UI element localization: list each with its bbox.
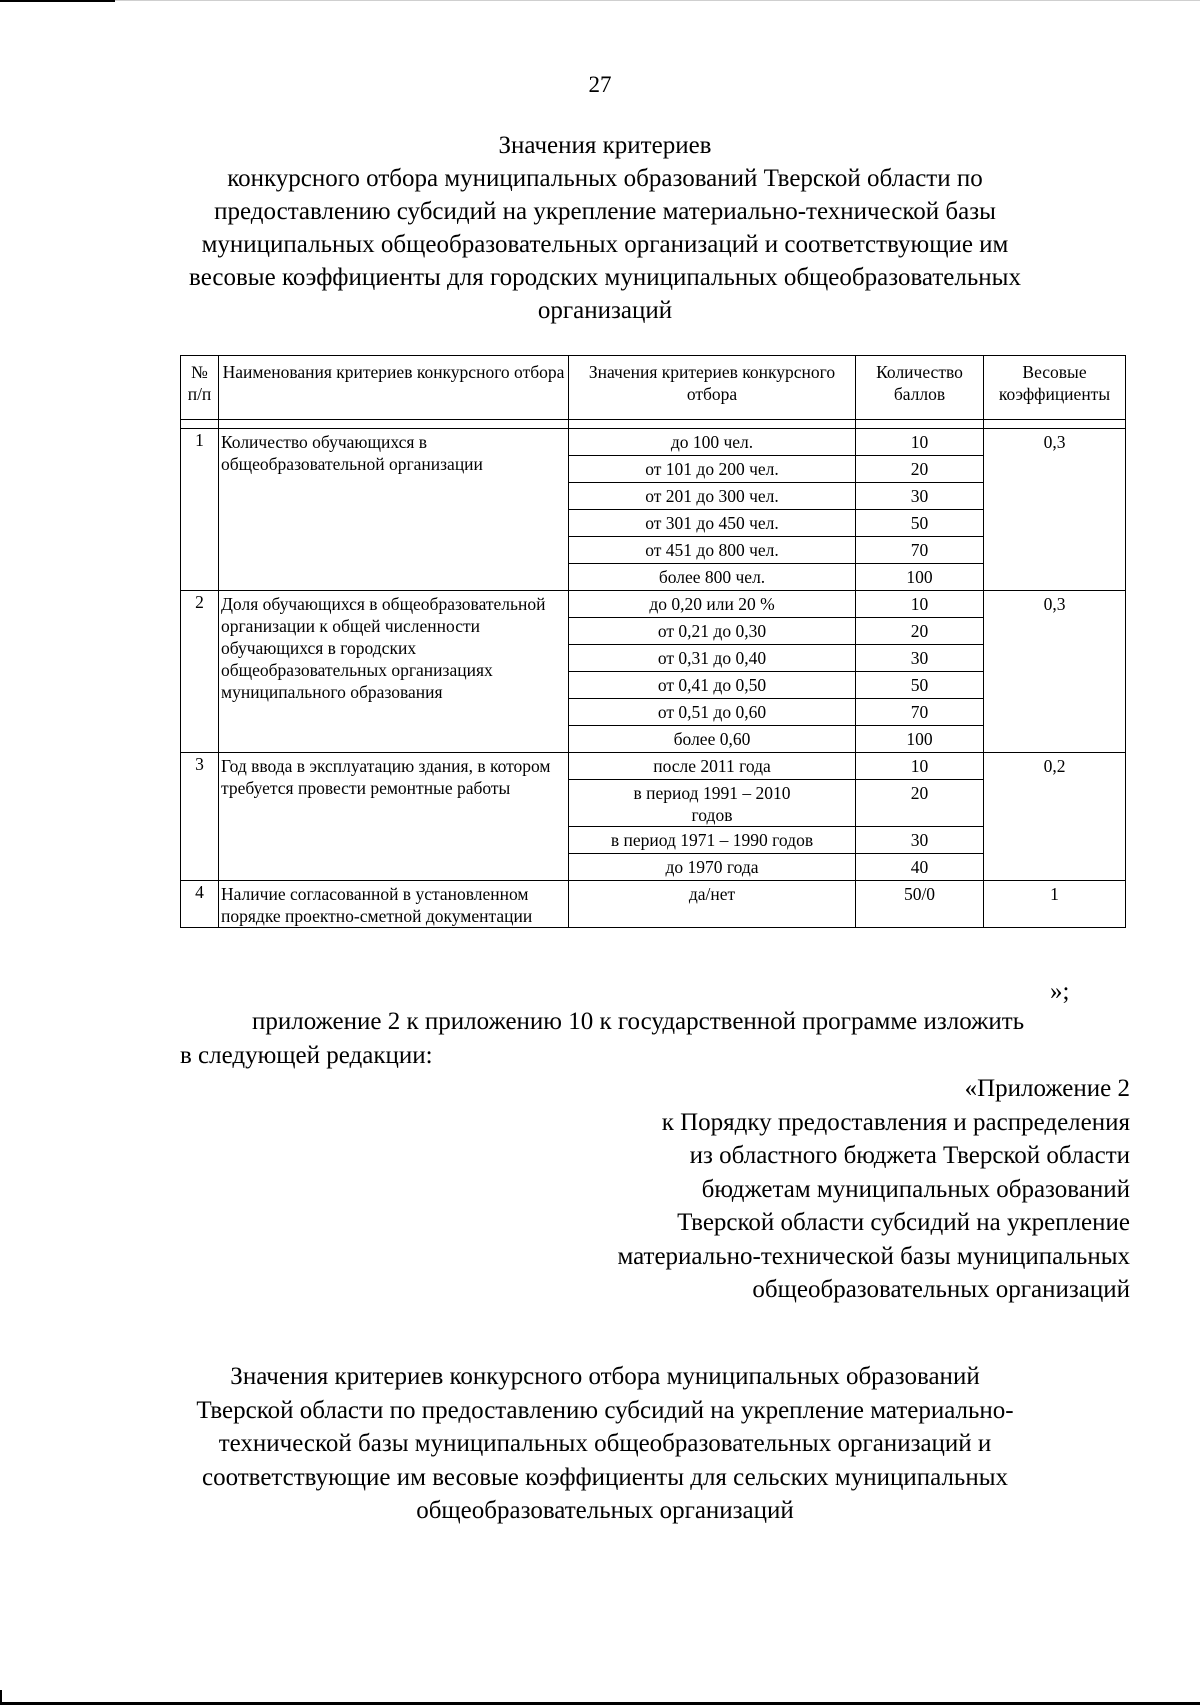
criterion-num: 3 bbox=[181, 753, 219, 881]
criterion-value: после 2011 года bbox=[569, 753, 856, 780]
annex-header bbox=[500, 1072, 1130, 1307]
criterion-points: 50 bbox=[856, 510, 984, 537]
criterion-num: 2 bbox=[181, 591, 219, 753]
table-row bbox=[181, 429, 1126, 456]
page-number: 27 bbox=[588, 72, 612, 97]
header-points: Количество баллов bbox=[856, 356, 984, 420]
table-row bbox=[181, 753, 1126, 780]
second-table-title bbox=[150, 1360, 1060, 1528]
criterion-name: Наличие согласованной в установленном порядке проектно-сметной документации bbox=[219, 881, 569, 928]
closing-quote: »; bbox=[1050, 978, 1070, 1005]
annex-line: к Порядку предоставления и распределения bbox=[661, 1108, 1130, 1136]
header-values: Значения критериев конкурсного отбора bbox=[569, 356, 856, 420]
annex-line: общеобразовательных организаций bbox=[752, 1276, 1130, 1303]
criterion-value: да/нет bbox=[569, 881, 856, 928]
criterion-points: 30 bbox=[856, 827, 984, 854]
table-row bbox=[181, 881, 1126, 928]
criterion-value: от 0,51 до 0,60 bbox=[569, 699, 856, 726]
title-line: предоставлению субсидий на укрепление материально-технической базы bbox=[214, 198, 996, 225]
criterion-value: от 101 до 200 чел. bbox=[569, 456, 856, 483]
title-line: муниципальных общеобразовательных организаций и соответствующие им bbox=[201, 231, 1009, 258]
criterion-value: от 201 до 300 чел. bbox=[569, 483, 856, 510]
criterion-value: от 451 до 800 чел. bbox=[569, 537, 856, 564]
amendment-paragraph bbox=[180, 1005, 1130, 1073]
table-gap-row bbox=[181, 420, 1126, 429]
header-num: № п/п bbox=[181, 356, 219, 420]
paragraph-line: приложение 2 к приложению 10 к государственной программе изложить bbox=[252, 1008, 1025, 1035]
criterion-points: 50 bbox=[856, 672, 984, 699]
title-line: технической базы муниципальных общеобразовательных организаций и bbox=[218, 1430, 992, 1457]
criterion-points: 10 bbox=[856, 591, 984, 618]
title-line: соответствующие им весовые коэффициенты для сельских муниципальных bbox=[201, 1463, 1009, 1491]
annex-line: из областного бюджета Тверской области bbox=[689, 1142, 1130, 1169]
criterion-points: 100 bbox=[856, 726, 984, 753]
header-name: Наименования критериев конкурсного отбора bbox=[219, 356, 569, 420]
criterion-value: до 0,20 или 20 % bbox=[569, 591, 856, 618]
criterion-name: Доля обучающихся в общеобразовательной организации к общей численности обучающихся в городских общеобразовательных организациях муниципального образования bbox=[219, 591, 569, 753]
criterion-points: 40 bbox=[856, 854, 984, 881]
criterion-points: 10 bbox=[856, 753, 984, 780]
criterion-points: 20 bbox=[856, 780, 984, 827]
title-line: организаций bbox=[537, 297, 673, 324]
criterion-coef: 0,3 bbox=[984, 429, 1126, 591]
criterion-value: в период 1991 – 2010 годов bbox=[569, 780, 856, 827]
criterion-points: 10 bbox=[856, 429, 984, 456]
criterion-value: от 0,21 до 0,30 bbox=[569, 618, 856, 645]
criterion-coef: 1 bbox=[984, 881, 1126, 928]
title-line: весовые коэффициенты для городских муниципальных общеобразовательных bbox=[189, 264, 1021, 291]
criterion-value: более 0,60 bbox=[569, 726, 856, 753]
annex-line: «Приложение 2 bbox=[964, 1075, 1130, 1102]
criterion-value: от 301 до 450 чел. bbox=[569, 510, 856, 537]
annex-line: материально-технической базы муниципальных bbox=[617, 1242, 1130, 1270]
scan-mark-top-left bbox=[0, 0, 115, 2]
criterion-value: более 800 чел. bbox=[569, 564, 856, 591]
criterion-num: 1 bbox=[181, 429, 219, 591]
header-coef: Весовые коэффициенты bbox=[984, 356, 1126, 420]
criterion-points: 100 bbox=[856, 564, 984, 591]
criterion-value: от 0,41 до 0,50 bbox=[569, 672, 856, 699]
scan-edge-top bbox=[0, 0, 1200, 1]
title-line: общеобразовательных организаций bbox=[416, 1497, 794, 1524]
criterion-coef: 0,2 bbox=[984, 753, 1126, 881]
paragraph-line: в следующей редакции: bbox=[180, 1042, 433, 1069]
criterion-value: в период 1971 – 1990 годов bbox=[569, 827, 856, 854]
title-line: Значения критериев bbox=[498, 132, 712, 159]
table-row bbox=[181, 591, 1126, 618]
criterion-value: до 100 чел. bbox=[569, 429, 856, 456]
criterion-name: Год ввода в эксплуатацию здания, в котором требуется провести ремонтные работы bbox=[219, 753, 569, 881]
criteria-table bbox=[180, 355, 1126, 928]
criterion-num: 4 bbox=[181, 881, 219, 928]
criterion-value: от 0,31 до 0,40 bbox=[569, 645, 856, 672]
criterion-coef: 0,3 bbox=[984, 591, 1126, 753]
criterion-points: 20 bbox=[856, 456, 984, 483]
criterion-points: 70 bbox=[856, 537, 984, 564]
criterion-value: до 1970 года bbox=[569, 854, 856, 881]
criterion-points: 30 bbox=[856, 645, 984, 672]
title-line: Значения критериев конкурсного отбора муниципальных образований bbox=[230, 1363, 980, 1390]
table-title bbox=[150, 129, 1060, 327]
criterion-name: Количество обучающихся в общеобразовательной организации bbox=[219, 429, 569, 591]
title-line: конкурсного отбора муниципальных образований Тверской области по bbox=[227, 165, 983, 192]
criterion-points: 30 bbox=[856, 483, 984, 510]
criterion-points: 50/0 bbox=[856, 881, 984, 928]
table-header-row bbox=[181, 356, 1126, 420]
annex-line: Тверской области субсидий на укрепление bbox=[677, 1209, 1130, 1236]
annex-line: бюджетам муниципальных образований bbox=[701, 1175, 1130, 1203]
title-line: Тверской области по предоставлению субсидий на укрепление материально- bbox=[196, 1396, 1014, 1424]
criterion-points: 70 bbox=[856, 699, 984, 726]
criterion-points: 20 bbox=[856, 618, 984, 645]
